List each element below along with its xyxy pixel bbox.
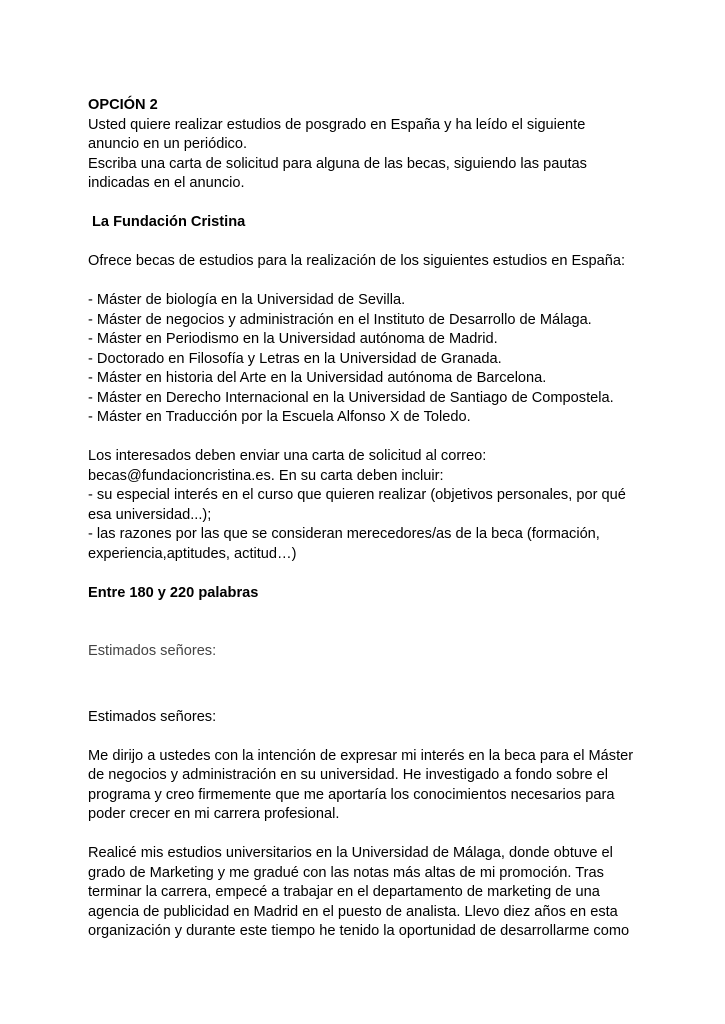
program-item: - Máster en Traducción por la Escuela Alfonso X de Toledo. — [88, 409, 471, 425]
requirement-line: Los interesados deben enviar una carta de solicitud al correo: — [88, 448, 487, 464]
letter-paragraph-line: terminar la carrera, empecé a trabajar en el departamento de marketing de una — [88, 884, 600, 900]
letter-paragraph-line: agencia de publicidad en Madrid en el puesto de analista. Llevo diez años en esta — [88, 903, 618, 920]
option-heading: OPCIÓN 2 — [88, 97, 158, 113]
requirement-line: - su especial interés en el curso que quieren realizar (objetivos personales, por qué — [88, 487, 626, 503]
program-item: - Máster en Derecho Internacional en la Universidad de Santiago de Compostela. — [88, 389, 614, 406]
word-count-requirement: Entre 180 y 220 palabras — [88, 584, 259, 601]
program-item: - Máster de negocios y administración en el Instituto de Desarrollo de Málaga. — [88, 311, 592, 328]
ad-intro: Ofrece becas de estudios para la realización de los siguientes estudios en España: — [88, 253, 626, 269]
instruction-line: Escriba una carta de solicitud para alguna de las becas, siguiendo las pautas — [88, 155, 587, 172]
letter-paragraph-line: grado de Marketing y me gradué con las notas más altas de mi promoción. Tras — [88, 864, 604, 881]
letter-paragraph-line: organización y durante este tiempo he tenido la oportunidad de desarrollarme como — [88, 923, 630, 939]
instruction-line: anuncio en un periódico. — [88, 136, 248, 152]
letter-paragraph-line: poder crecer en mi carrera profesional. — [88, 806, 340, 822]
letter-paragraph-line: programa y creo firmemente que me aportaría los conocimientos necesarios para — [88, 786, 615, 803]
letter-paragraph-line: Me dirijo a ustedes con la intención de expresar mi interés en la beca para el Máster — [88, 747, 634, 764]
requirement-line: - las razones por las que se consideran merecedores/as de la beca (formación, — [88, 526, 600, 542]
requirement-line: esa universidad...); — [88, 506, 212, 523]
document-page — [88, 96, 648, 942]
requirement-line: experiencia,aptitudes, actitud…) — [88, 545, 297, 562]
letter-paragraph-line: Realicé mis estudios universitarios en la Universidad de Málaga, donde obtuve el — [88, 845, 613, 861]
program-item: - Máster en historia del Arte en la Universidad autónoma de Barcelona. — [88, 370, 547, 386]
requirement-line: becas@fundacioncristina.es. En su carta deben incluir: — [88, 467, 444, 484]
greeting-placeholder: Estimados señores: — [88, 643, 217, 659]
program-item: - Máster en Periodismo en la Universidad autónoma de Madrid. — [88, 331, 498, 347]
ad-title: La Fundación Cristina — [92, 214, 246, 230]
instruction-line: Usted quiere realizar estudios de posgrado en España y ha leído el siguiente — [88, 116, 586, 133]
letter-greeting: Estimados señores: — [88, 708, 217, 725]
program-item: - Doctorado en Filosofía y Letras en la Universidad de Granada. — [88, 350, 502, 367]
letter-paragraph-line: de negocios y administración en su universidad. He investigado a fondo sobre el — [88, 767, 609, 783]
instruction-line: indicadas en el anuncio. — [88, 175, 245, 191]
program-item: - Máster de biología en la Universidad de Sevilla. — [88, 292, 406, 308]
